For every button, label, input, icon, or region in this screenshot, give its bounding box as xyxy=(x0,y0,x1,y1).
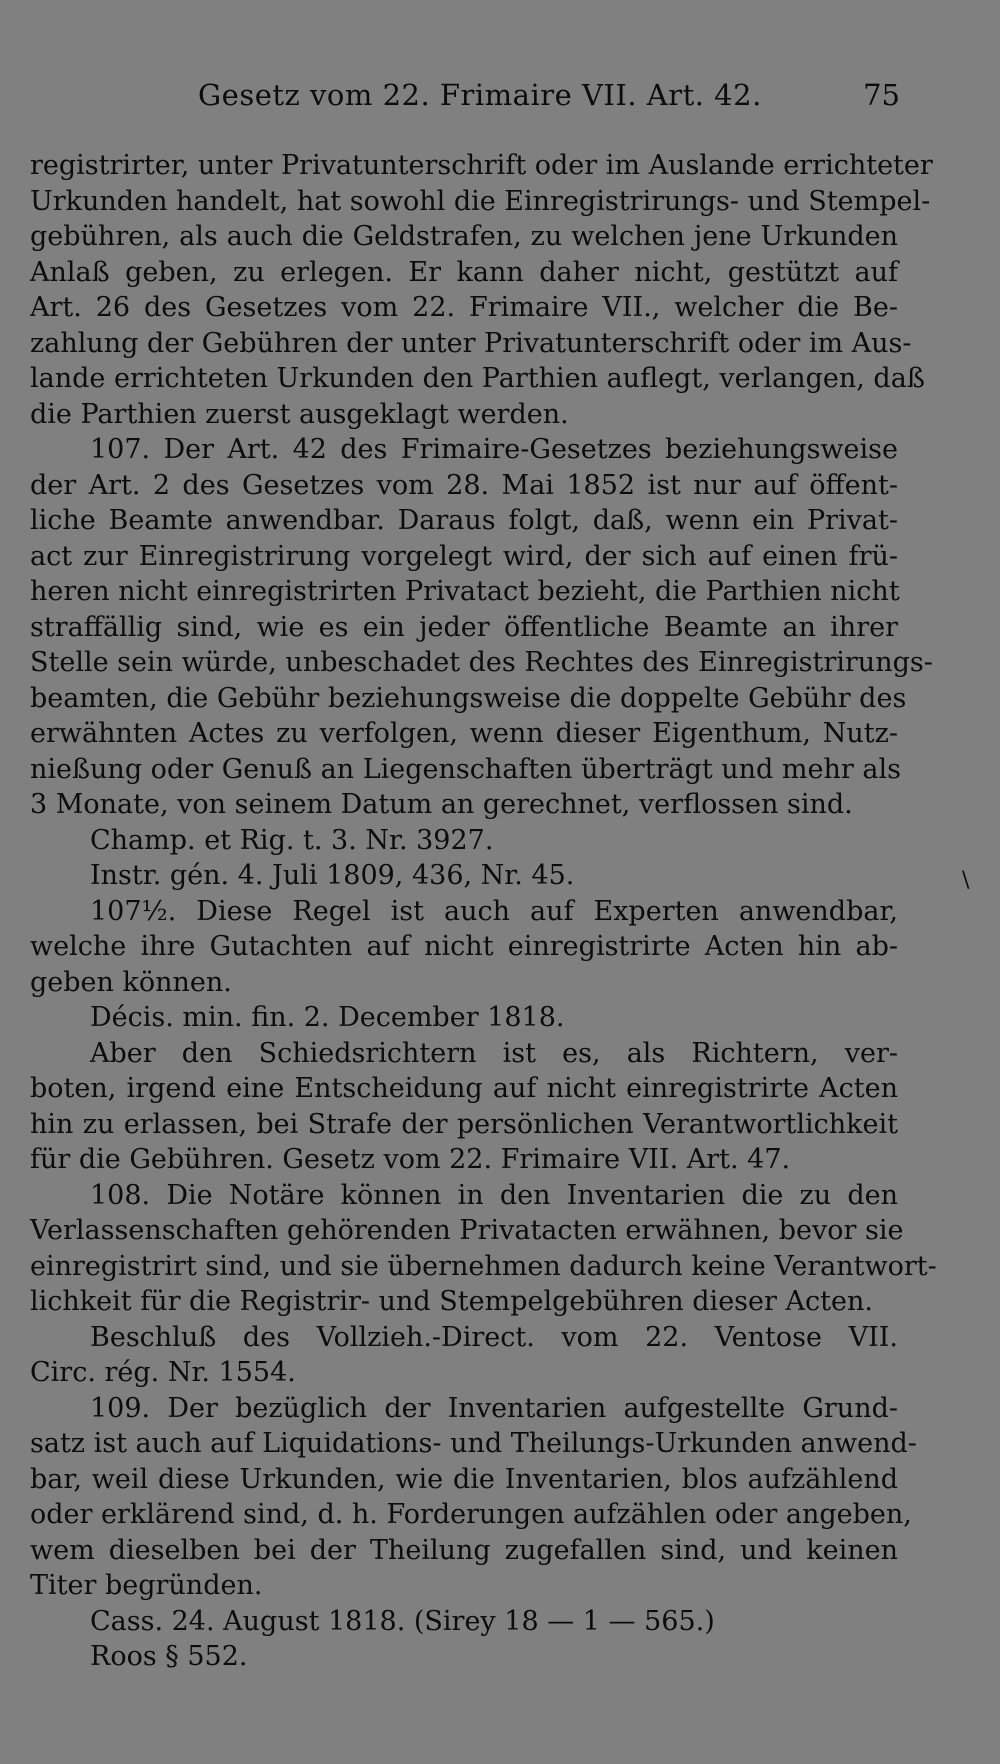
citation-line: Cass. 24. August 1818. (Sirey 18 — 1 — 565.) xyxy=(90,1605,715,1637)
text-line: lande errichteten Urkunden den Parthien auflegt, verlangen, daß xyxy=(30,363,925,394)
text-line: beamten, die Gebühr beziehungsweise die doppelte Gebühr des xyxy=(30,682,907,714)
text-line: lichkeit für die Registrir- und Stempelgebühren dieser Acten. xyxy=(30,1286,873,1317)
text-line: gebühren, als auch die Geldstrafen, zu welchen jene Urkunden xyxy=(30,221,898,252)
text-line: straffällig sind, wie es ein jeder öffentliche Beamte an ihrer xyxy=(30,611,898,643)
text-line: für die Gebühren. Gesetz vom 22. Frimaire VII. Art. 47. xyxy=(30,1144,791,1175)
stray-mark: \ xyxy=(962,868,970,893)
running-title: Gesetz vom 22. Frimaire VII. Art. 42. xyxy=(198,78,762,112)
text-line: act zur Einregistrirung vorgelegt wird, der sich auf einen frü- xyxy=(30,540,898,572)
text-line: welche ihre Gutachten auf nicht einregistrirte Acten hin ab- xyxy=(30,931,898,962)
text-line: Aber den Schiedsrichtern ist es, als Richtern, ver- xyxy=(90,1037,898,1069)
text-line: einregistrirt sind, und sie übernehmen dadurch keine Verantwort- xyxy=(30,1250,937,1282)
paragraph-108-start: 108. Die Notäre können in den Inventarien die zu den xyxy=(90,1179,898,1211)
page-body xyxy=(30,148,937,1675)
text-line: registrirter, unter Privatunterschrift oder im Auslande errichteter xyxy=(30,150,933,181)
text-line: Art. 26 des Gesetzes vom 22. Frimaire VII., welcher die Be- xyxy=(30,292,898,323)
text-line: Urkunden handelt, hat sowohl die Einregistrirungs- und Stempel- xyxy=(30,185,931,217)
text-line: 3 Monate, von seinem Datum an gerechnet, verflossen sind. xyxy=(30,789,853,820)
text-line: der Art. 2 des Gesetzes vom 28. Mai 1852 ist nur auf öffent- xyxy=(30,469,898,501)
text-line: geben können. xyxy=(30,966,232,998)
text-line: hin zu erlassen, bei Strafe der persönlichen Verantwortlichkeit xyxy=(30,1108,898,1140)
citation-line: Circ. rég. Nr. 1554. xyxy=(30,1357,296,1388)
text-line: erwähnten Actes zu verfolgen, wenn dieser Eigenthum, Nutz- xyxy=(30,718,898,749)
text-line: satz ist auch auf Liquidations- und Theilungs-Urkunden anwend- xyxy=(30,1428,917,1459)
text-line: heren nicht einregistrirten Privatact bezieht, die Parthien nicht xyxy=(30,576,900,607)
text-line: zahlung der Gebühren der unter Privatunterschrift oder im Aus- xyxy=(30,327,912,359)
text-line: Verlassenschaften gehörenden Privatacten erwähnen, bevor sie xyxy=(30,1215,904,1246)
citation-line: Champ. et Rig. t. 3. Nr. 3927. xyxy=(90,824,494,856)
text-line: oder erklärend sind, d. h. Forderungen aufzählen oder angeben, xyxy=(30,1499,912,1530)
paragraph-107-half-start: 107½. Diese Regel ist auch auf Experten anwendbar, xyxy=(90,895,898,927)
citation-line: Roos § 552. xyxy=(90,1641,248,1672)
text-line: Titer begründen. xyxy=(30,1570,263,1601)
running-header xyxy=(30,78,900,118)
text-line: Stelle sein würde, unbeschadet des Rechtes des Einregistrirungs- xyxy=(30,647,933,678)
citation-line: Décis. min. fin. 2. December 1818. xyxy=(90,1002,565,1033)
text-line: Anlaß geben, zu erlegen. Er kann daher nicht, gestützt auf xyxy=(30,256,898,288)
citation-line: Beschluß des Vollzieh.-Direct. vom 22. Ventose VII. xyxy=(90,1321,898,1353)
text-line: bar, weil diese Urkunden, wie die Inventarien, blos aufzählend xyxy=(30,1463,898,1495)
paragraph-109-start: 109. Der bezüglich der Inventarien aufgestellte Grund- xyxy=(90,1392,898,1424)
text-line: die Parthien zuerst ausgeklagt werden. xyxy=(30,398,569,430)
text-line: nießung oder Genuß an Liegenschaften überträgt und mehr als xyxy=(30,753,901,785)
text-line: liche Beamte anwendbar. Daraus folgt, daß, wenn ein Privat- xyxy=(30,505,898,536)
text-line: wem dieselben bei der Theilung zugefallen sind, und keinen xyxy=(30,1534,898,1566)
citation-line: Instr. gén. 4. Juli 1809, 436, Nr. 45. xyxy=(90,860,575,891)
paragraph-107-start: 107. Der Art. 42 des Frimaire-Gesetzes beziehungsweise xyxy=(90,434,898,465)
text-line: boten, irgend eine Entscheidung auf nicht einregistrirte Acten xyxy=(30,1073,898,1104)
page-number: 75 xyxy=(863,78,900,112)
